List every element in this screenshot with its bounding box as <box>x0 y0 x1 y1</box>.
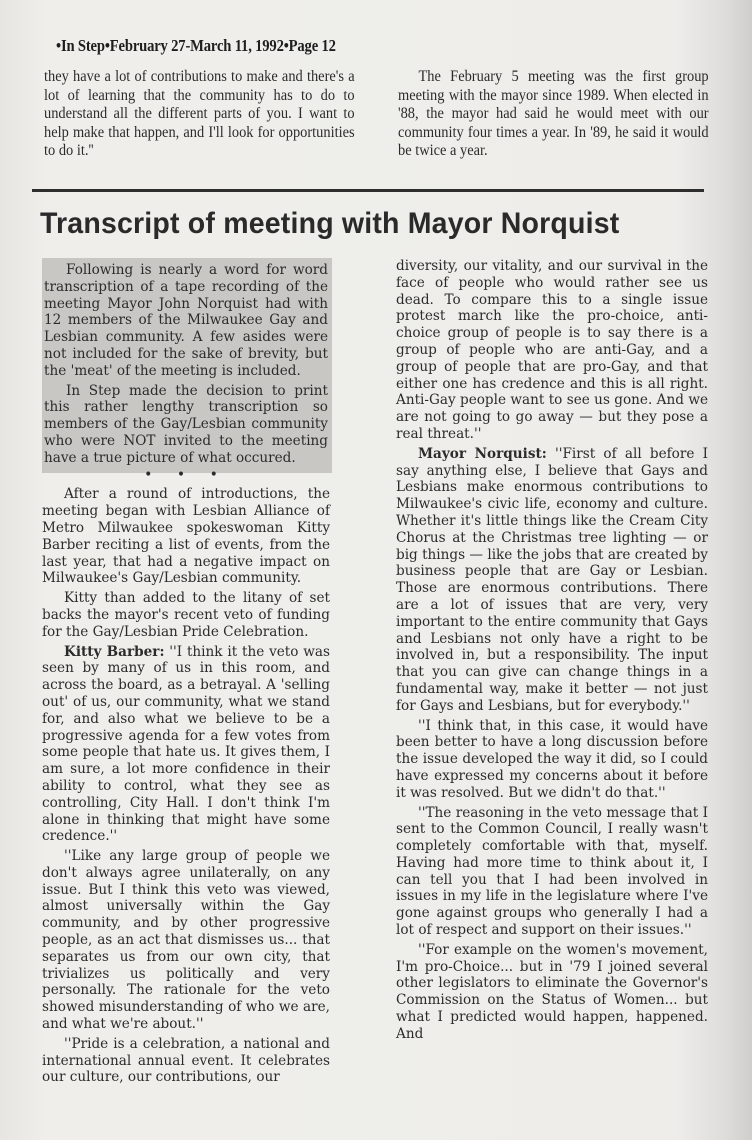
top-right-column-continuation <box>398 68 709 161</box>
separator-dots: • • • <box>144 466 228 483</box>
paragraph: ''I think that, in this case, it would have been better to have a long discussion before the issue developed the way it did, so I could have expressed my concerns about it before it was resolved. But we didn't do that.'' <box>396 717 708 801</box>
quote-text: ''First of all before I say anything else, I believe that Gays and Lesbians make enormous contributions to Milwaukee's civic life, economy and culture. Whether it's little things like the Cream City Chorus at the Christmas tree lighting — or big things — like the jobs that are created by business people that are Gay or Lesbian. Those are enormous contributions. There are a lot of issues that are very, very important to the entire community that Gays and Lesbians not only have a right to be involved in, but a responsibility. The input that you can give can change things in a fundamental way, make it better — not just for Gays and Lesbians, but for everybody.'' <box>396 445 708 714</box>
top-left-column-continuation <box>44 68 355 161</box>
paragraph <box>42 644 330 846</box>
intro-paragraph: Following is nearly a word for word transcription of a tape recording of the meeting Mayor John Norquist had with 12 members of the Milwaukee Gay and Lesbian community. A few asides were not included for the sake of brevity, but the 'meat' of the meeting is included. <box>44 262 328 379</box>
paragraph: diversity, our vitality, and our survival in the face of people who would rather see us dead. To compare this to a single issue protest march like the pro-choice, anti-choice group of people is to say there is a group of people who are anti-Gay, and a group of people that are pro-Gay, and that either one has credence and this is all right. Anti-Gay people want to see us gone. And we are not going to go away — but they pose a real threat.'' <box>396 258 708 442</box>
paragraph: After a round of introductions, the meeting began with Lesbian Alliance of Metro Milwaukee spokeswoman Kitty Barber reciting a list of events, from the last year, that had a negative impact on Milwaukee's Gay/Lesbian community. <box>42 486 330 587</box>
running-head: •In Step•February 27-March 11, 1992•Page 12 <box>56 36 336 55</box>
intro-box <box>42 262 330 467</box>
article-right-column <box>396 258 708 1043</box>
article-left-column <box>42 262 330 1086</box>
paragraph <box>396 446 708 715</box>
paragraph: ''Pride is a celebration, a national and international annual event. It celebrates our culture, our contributions, our <box>42 1035 330 1086</box>
paragraph: Kitty than added to the litany of set backs the mayor's recent veto of funding for the Gay/Lesbian Pride Celebration. <box>42 590 330 640</box>
speaker-name: Kitty Barber: <box>64 643 165 660</box>
speaker-name: Mayor Norquist: <box>418 445 547 462</box>
section-divider-rule <box>32 189 704 192</box>
paragraph: ''For example on the women's movement, I'm pro-Choice... but in '79 I joined several other legislators to eliminate the Governor's Commission on the Status of Women... but what I predicted would happen, happened. And <box>396 941 708 1042</box>
article-headline: Transcript of meeting with Mayor Norquist <box>40 207 620 240</box>
paragraph: The February 5 meeting was the first group meeting with the mayor since 1989. When elected in '88, the mayor had said he would meet with our community four times a year. In '89, he said it would be twice a year. <box>398 68 709 160</box>
quote-text: ''I think it the veto was seen by many of us in this room, and across the board, as a betrayal. A 'selling out' of us, our community, what we stand for, and also what we believe to be a progressive agenda for a few votes from some people that hate us. It gives them, I am sure, a lot more confidence in their ability to control, what they see as controlling, City Hall. I don't think I'm alone in thinking that might have some credence.'' <box>42 643 330 845</box>
paragraph: ''Like any large group of people we don't always agree unilaterally, on any issue. But I think this veto was viewed, almost universally within the Gay community, and by other progressive people, as an act that dismisses us... that separates us from our own city, that trivializes us politically and very personally. The rationale for the veto showed misunderstanding of who we are, and what we're about.'' <box>42 848 330 1033</box>
paragraph: they have a lot of contributions to make and there's a lot of learning that the community has to do to understand all the different parts of you. I want to help make that happen, and I'll look for opportunities to do it.'' <box>44 68 355 160</box>
paragraph: ''The reasoning in the veto message that I sent to the Common Council, I really wasn't completely comfortable with that, myself. Having had more time to think about it, I can tell you that I had been involved in issues in my life in the legislature where I've gone against groups who generally I had a lot of respect and support on their issues.'' <box>396 804 708 939</box>
intro-paragraph: In Step made the decision to print this rather lengthy transcription so members of the Gay/Lesbian community who were NOT invited to the meeting have a true picture of what occured. <box>44 382 328 466</box>
